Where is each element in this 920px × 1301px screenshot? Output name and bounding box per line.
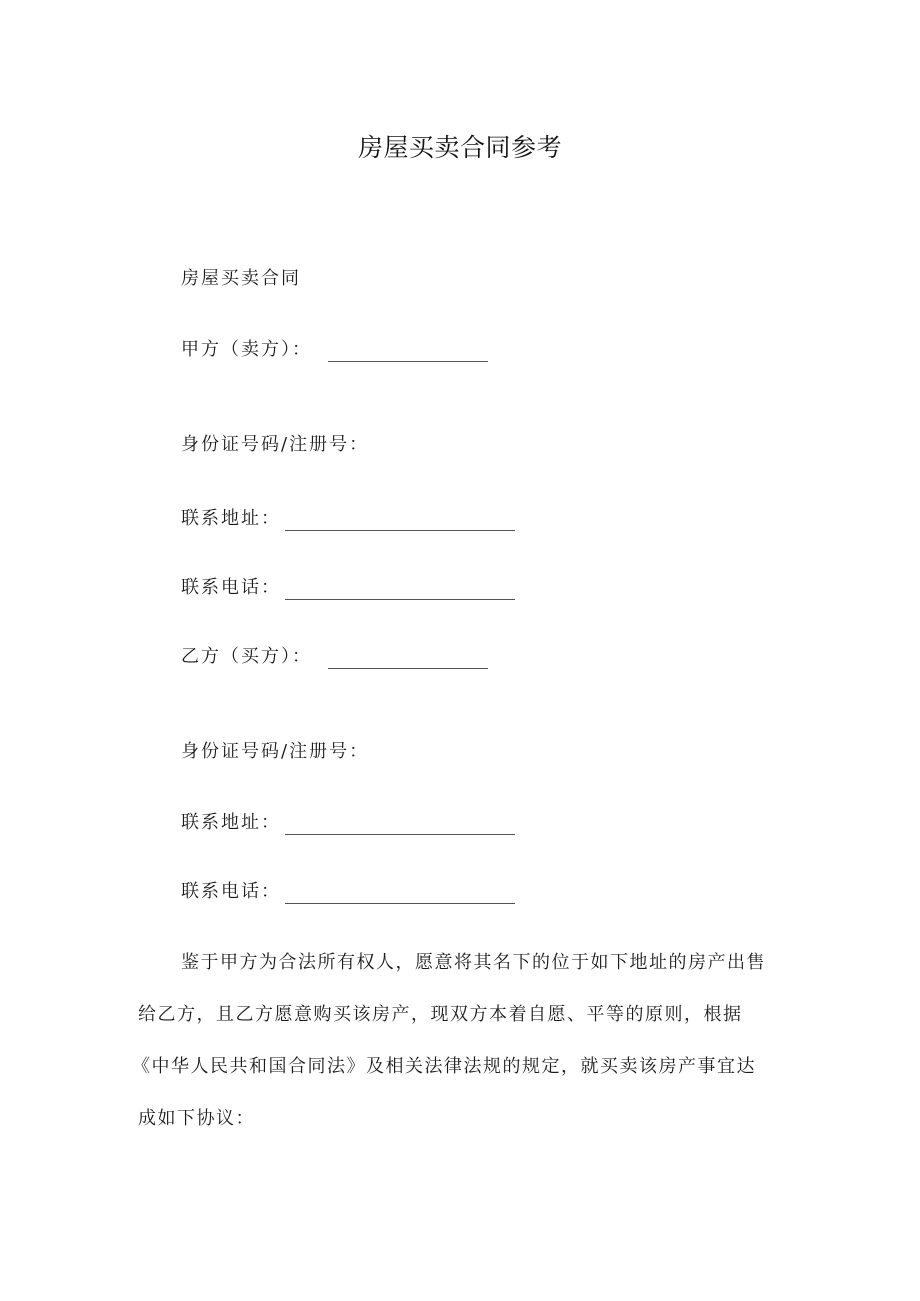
- party-b-heading: 乙方（买方）：: [181, 646, 312, 667]
- preamble-line-4: 成如下协议：: [138, 1108, 255, 1129]
- party-b-phone-label: 联系电话：: [181, 881, 281, 902]
- party-b-id-label: 身份证号码/注册号：: [181, 741, 370, 762]
- party-a-phone-row: [181, 576, 515, 600]
- preamble-paragraph: [132, 937, 786, 1145]
- party-a-row: [181, 338, 488, 362]
- party-b-phone-row: [181, 880, 515, 904]
- party-a-name-blank[interactable]: [328, 341, 488, 362]
- party-a-phone-blank[interactable]: [285, 579, 515, 600]
- party-b-row: [181, 645, 488, 669]
- preamble-line-1: 鉴于甲方为合法所有权人，愿意将其名下的位于如下地址的房产出售: [181, 952, 766, 973]
- party-a-id-label: 身份证号码/注册号：: [181, 434, 370, 455]
- party-b-phone-blank[interactable]: [285, 883, 515, 904]
- contract-subtitle: 房屋买卖合同: [181, 268, 301, 289]
- party-a-address-label: 联系地址：: [181, 508, 281, 529]
- party-a-heading: 甲方（卖方）：: [181, 339, 312, 360]
- party-a-address-row: [181, 507, 515, 531]
- preamble-line-2: 给乙方，且乙方愿意购买该房产，现双方本着自愿、平等的原则，根据: [138, 1004, 743, 1025]
- party-b-name-blank[interactable]: [328, 648, 488, 669]
- party-a-phone-label: 联系电话：: [181, 577, 281, 598]
- party-b-address-label: 联系地址：: [181, 812, 281, 833]
- party-b-address-row: [181, 811, 515, 835]
- preamble-line-3: 《中华人民共和国合同法》及相关法律法规的规定，就买卖该房产事宜达: [132, 1056, 756, 1077]
- party-a-address-blank[interactable]: [285, 510, 515, 531]
- document-title: 房屋买卖合同参考: [357, 133, 562, 162]
- party-b-address-blank[interactable]: [285, 814, 515, 835]
